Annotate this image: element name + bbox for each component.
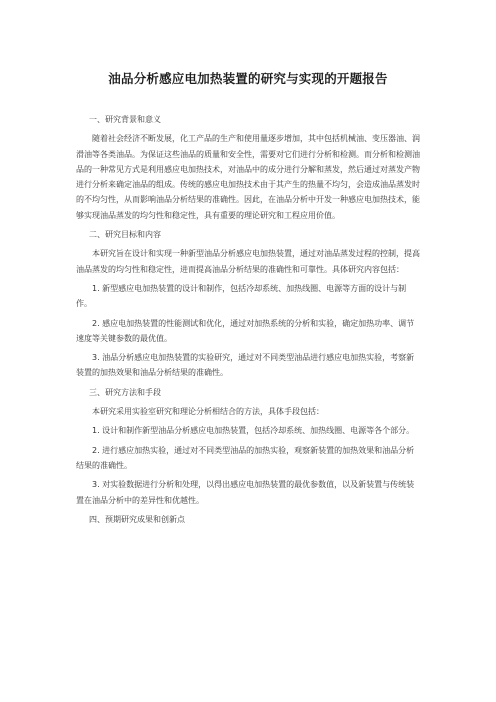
paragraph-methods-intro: 本研究采用实验室研究和理论分析相结合的方法，具体手段包括： (92, 407, 324, 417)
paragraph-goals-intro: 本研究旨在设计和实现一种新型油品分析感应电加热装置，通过对油品蒸发过程的控制，提高油品蒸发的均匀性和稳定性，进而提高油品分析结果的准确性和可靠性。具体研究内容包括： (76, 249, 420, 274)
paragraph-background: 随着社会经济不断发展，化工产品的生产和使用量逐步增加，其中包括机械油、变压器油、润滑油等各类油品。为保证这些油品的质量和安全性，需要对它们进行分析和检测。而分析和检测油品的一种常见方式是利用感应电加热技术，对油品中的成分进行分解和蒸发，然后通过对蒸发产物进行分析来确定油品的组成。传统的感应电加热技术由于其产生的热量不均匀，会造成油品蒸发时的不均匀性，从而影响油品分析结果的准确性。因此，在油品分析中开发一种感应电加热技术，能够实现油品蒸发的均匀性和稳定性，具有重要的理论研究和工程应用价值。 (76, 134, 420, 220)
section-heading-outcomes: 四、预期研究成果和创新点 (89, 514, 185, 524)
document-title: 油品分析感应电加热装置的研究与实现的开题报告 (108, 71, 388, 86)
section-heading-methods: 三、研究方法和手段 (89, 387, 161, 397)
section-heading-background: 一、研究背景和意义 (89, 115, 161, 124)
list-item-method-2: 2. 进行感应加热实验，通过对不同类型油品的加热实验，观察新装置的加热效果和油品分析结果的准确性。 (76, 445, 415, 470)
list-item-goal-1: 1. 新型感应电加热装置的设计和制作，包括冷却系统、加热线圈、电源等方面的设计与制作。 (76, 283, 407, 309)
list-item-goal-3: 3. 油品分析感应电加热装置的实验研究，通过对不同类型油品进行感应电加热实验，考察新装置的加热效果和油品分析结果的准确性。 (76, 353, 415, 378)
list-item-method-1: 1. 设计和制作新型油品分析感应电加热装置，包括冷却系统、加热线圈、电源等各个部分。 (92, 426, 415, 436)
document-body (76, 112, 422, 531)
section-heading-goals: 二、研究目标和内容 (89, 230, 161, 240)
list-item-method-3: 3. 对实验数据进行分析和处理，以得出感应电加热装置的最优参数值，以及新装置与传统装置在油品分析中的差异性和优越性。 (76, 480, 415, 505)
list-item-goal-2: 2. 感应电加热装置的性能测试和优化，通过对加热系统的分析和实验，确定加热功率、调节速度等关键参数的最优值。 (76, 318, 415, 343)
